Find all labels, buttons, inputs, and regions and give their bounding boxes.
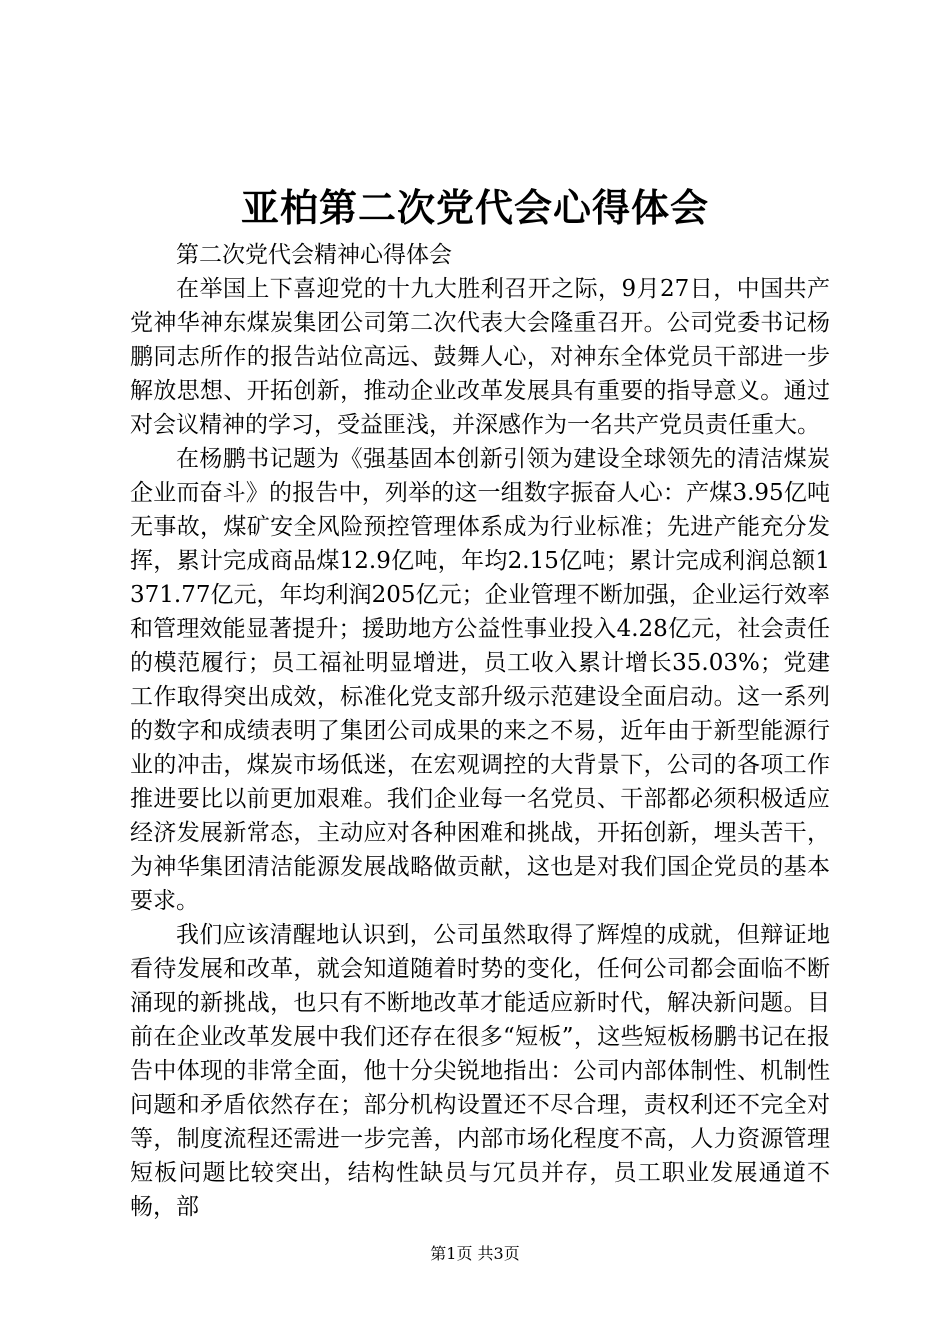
body-paragraph: 在杨鹏书记题为《强基固本创新引领为建设全球领先的清洁煤炭企业而奋斗》的报告中，列举的这一组数字振奋人心：产煤3.95亿吨无事故，煤矿安全风险预控管理体系成为行业标准；先进产能充分发挥，累计完成商品煤12.9亿吨，年均2.15亿吨；累计完成利润总额1371.77亿元，年均利润205亿元；企业管理不断加强，企业运行效率和管理效能显著提升；援助地方公益性事业投入4.28亿元，社会责任的模范履行；员工福祉明显增进，员工收入累计增长35.03%；党建工作取得突出成效，标准化党支部升级示范建设全面启动。这一系列的数字和成绩表明了集团公司成果的来之不易，近年由于新型能源行业的冲击，煤炭市场低迷，在宏观调控的大背景下，公司的各项工作推进要比以前更加艰难。我们企业每一名党员、干部都必须积极适应经济发展新常态，主动应对各种困难和挑战，开拓创新，埋头苦干，为神华集团清洁能源发展战略做贡献，这也是对我们国企党员的基本要求。	[130, 446, 830, 914]
body-paragraph: 我们应该清醒地认识到，公司虽然取得了辉煌的成就，但辩证地看待发展和改革，就会知道随着时势的变化，任何公司都会面临不断涌现的新挑战，也只有不断地改革才能适应新时代，解决新问题。目前在企业改革发展中我们还存在很多“短板”，这些短板杨鹏书记在报告中体现的非常全面，他十分尖锐地指出：公司内部体制性、机制性问题和矛盾依然存在；部分机构设置还不尽合理，责权利还不完全对等，制度流程还需进一步完善，内部市场化程度不高，人力资源管理短板问题比较突出，结构性缺员与冗员并存，员工职业发展通道不畅，部	[130, 922, 830, 1220]
document-body	[130, 238, 830, 1224]
document-title: 亚柏第二次党代会心得体会	[240, 185, 709, 230]
body-paragraph: 在举国上下喜迎党的十九大胜利召开之际，9月27日，中国共产党神华神东煤炭集团公司第二次代表大会隆重召开。公司党委书记杨鹏同志所作的报告站位高远、鼓舞人心，对神东全体党员干部进一步解放思想、开拓创新，推动企业改革发展具有重要的指导意义。通过对会议精神的学习，受益匪浅，并深感作为一名共产党员责任重大。	[130, 276, 830, 438]
page-number-footer: 第1页 共3页	[430, 1244, 520, 1263]
subtitle-paragraph: 第二次党代会精神心得体会	[176, 242, 452, 268]
